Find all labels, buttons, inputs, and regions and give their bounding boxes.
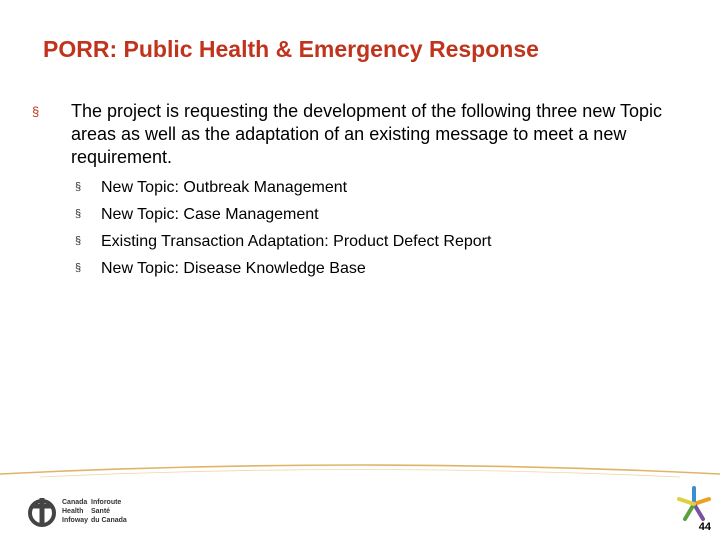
slide-title: PORR: Public Health & Emergency Response — [43, 36, 539, 62]
sub-bullet-item — [71, 174, 698, 201]
footer-decorative-curve — [0, 450, 720, 490]
page-number: 44 — [698, 521, 711, 533]
sub-bullet-item — [71, 255, 698, 282]
square-bullet-icon: § — [75, 208, 82, 220]
logo-english-text: Canada Health Infoway — [62, 499, 89, 524]
sub-bullet-list — [71, 174, 698, 282]
logo-french-text: Inforoute Santé du Canada — [91, 499, 127, 524]
sub-bullet-text: New Topic: Outbreak Management — [101, 179, 348, 196]
square-bullet-icon: § — [32, 104, 40, 119]
square-bullet-icon: § — [75, 181, 82, 193]
sub-bullet-text: New Topic: Disease Knowledge Base — [101, 260, 366, 277]
main-bullet-text: The project is requesting the development of the following three new Topic areas as well as the adaptation of an existing message to meet a new requirement. — [71, 101, 663, 167]
colorful-star-icon — [676, 486, 712, 522]
infoway-emblem-icon — [26, 494, 58, 530]
sub-bullet-item — [71, 228, 698, 255]
sub-bullet-item — [71, 201, 698, 228]
square-bullet-icon: § — [75, 262, 82, 274]
canada-health-infoway-logo — [26, 494, 186, 530]
square-bullet-icon: § — [75, 235, 82, 247]
main-bullet-list — [28, 100, 698, 282]
footer-curve-line-inner — [40, 470, 680, 478]
sub-bullet-text: Existing Transaction Adaptation: Product Defect Report — [101, 233, 492, 250]
main-bullet-item — [28, 100, 698, 282]
sub-bullet-text: New Topic: Case Management — [101, 206, 319, 223]
